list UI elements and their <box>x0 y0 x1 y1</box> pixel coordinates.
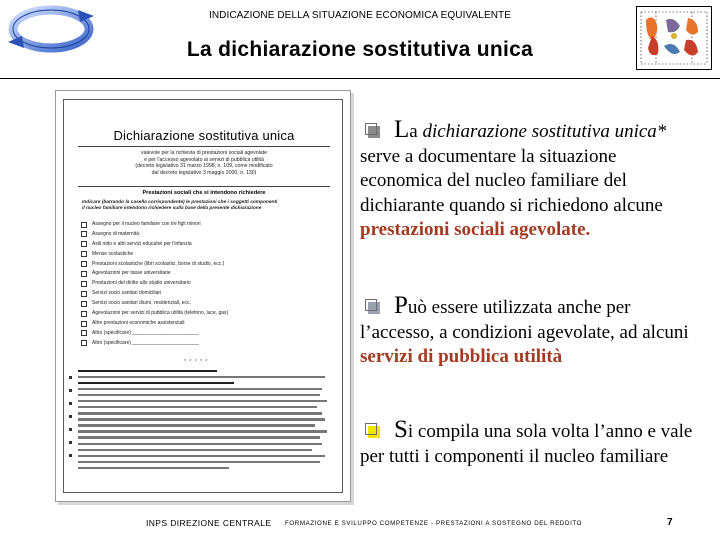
form-title: Dichiarazione sostitutiva unica <box>113 128 295 143</box>
bullet-text: uò essere utilizzata anche per l’accesso, a condizioni agevolate, ad alcuni <box>360 297 689 343</box>
bullet-text: serve a documentare la situazione economica del nucleo familiare del dichiarante quando si richiedono alcune <box>360 145 663 216</box>
form-checkbox-item <box>78 279 330 289</box>
bullet-item-access <box>360 294 700 370</box>
page-number: 7 <box>667 517 673 528</box>
bullet-square-icon <box>365 299 380 314</box>
header-divider <box>0 78 720 79</box>
checkbox-icon <box>81 261 87 267</box>
checkbox-icon <box>81 301 87 307</box>
margin-marker <box>69 415 72 418</box>
form-item-label: Asili nido e altri servizi educativi per l'infanzia <box>92 240 192 247</box>
fine-print-line <box>78 467 229 469</box>
form-item-label: Altre prestazioni economiche assistenziali <box>92 319 185 326</box>
checkbox-icon <box>81 321 87 327</box>
form-item-label: Altro (specificare) ________________________ <box>92 339 200 346</box>
bullet-item-declaration <box>360 118 700 243</box>
form-checkbox-item <box>78 269 330 279</box>
form-instructions-line: il nucleo familiare intendono richiedere sulla base della presente dichiarazione <box>82 205 262 211</box>
checkbox-icon <box>81 241 87 247</box>
bullet-italic-term: dichiarazione sostitutiva unica* <box>422 121 667 142</box>
form-checkbox-item <box>78 250 330 260</box>
bullet-highlight: servizi di pubblica utilità <box>360 346 563 367</box>
bullet-item-frequency <box>360 418 700 469</box>
form-item-label: Prestazioni scolastiche (libri scolastici, borse di studio, ecc.) <box>92 260 225 267</box>
checkbox-icon <box>81 330 87 336</box>
fine-print-line <box>78 382 234 384</box>
form-item-label: Servizi socio sanitari domiciliari <box>92 290 162 297</box>
form-item-label: Assegno di maternità <box>92 230 139 237</box>
form-item-label: Assegno per il nucleo familiare con tre figli minori <box>92 221 201 227</box>
form-item-label: Prestazioni del diritto allo studio universitario <box>92 280 191 287</box>
fine-print-line <box>78 455 325 457</box>
form-checkbox-item <box>78 289 330 299</box>
checkbox-icon <box>81 271 87 277</box>
fine-print-line <box>78 370 217 372</box>
fine-print-line <box>78 430 327 432</box>
form-subtitle <box>94 150 314 176</box>
form-subtitle-line: valevole per la richiesta di prestazioni sociali agevolate <box>140 150 267 156</box>
form-checkbox-item <box>78 299 330 309</box>
form-checkbox-item <box>78 309 330 319</box>
form-checkbox-item <box>78 339 330 349</box>
bullet-square-icon <box>365 423 380 438</box>
slide-title: La dichiarazione sostitutiva unica <box>186 38 534 61</box>
form-checkbox-list <box>78 220 330 349</box>
margin-marker <box>69 376 72 379</box>
fine-print-line <box>78 394 320 396</box>
header-subtitle: INDICAZIONE DELLA SITUAZIONE ECONOMICA EQUIVALENTE <box>208 10 512 21</box>
fine-print-line <box>78 412 322 414</box>
form-checkbox-item <box>78 319 330 329</box>
bullet-end: . <box>585 219 591 240</box>
bullet-text: i compila una sola volta l’anno e vale per tutti i componenti il nucleo familiare <box>360 421 693 467</box>
checkbox-icon <box>81 281 87 287</box>
bullet-text: a <box>409 121 423 142</box>
form-subtitle-line: e per l'accesso agevolato ai servizi di pubblica utilità <box>144 156 264 163</box>
form-section-divider <box>78 186 330 187</box>
form-instructions <box>82 200 326 212</box>
declaration-form-page <box>63 99 343 493</box>
form-subtitle-line: dal decreto legislativo 3 maggio 2000, n. 130) <box>151 169 257 176</box>
declaration-form-image <box>55 90 351 502</box>
form-checkbox-item <box>78 230 330 240</box>
margin-marker <box>69 402 72 405</box>
form-item-label: Agevolazioni per servizi di pubblica utilità (telefono, luce, gas) <box>92 310 229 317</box>
margin-marker <box>69 389 72 392</box>
checkbox-icon <box>81 231 87 237</box>
fine-print-line <box>78 461 320 463</box>
margin-marker <box>69 441 72 444</box>
fine-print-line <box>78 406 317 408</box>
fine-print-line <box>78 376 325 378</box>
footer-course: FORMAZIONE E SVILUPPO COMPETENZE - PRESTAZIONI A SOSTEGNO DEL REDDITO <box>285 520 583 527</box>
checkbox-icon <box>81 251 87 257</box>
bullet-square-icon <box>365 123 380 138</box>
form-title-divider <box>78 146 330 147</box>
bullet-lead-letter: L <box>394 116 410 143</box>
checkbox-icon <box>81 340 87 346</box>
form-item-label: Altro (specificare) ________________________ <box>92 329 200 336</box>
form-margin-markers <box>69 376 75 467</box>
fine-print-line <box>78 449 312 451</box>
form-stars: * * * * * <box>184 359 209 365</box>
form-item-label: Agevolazioni per tasse universitarie <box>92 270 171 277</box>
form-fine-print <box>78 370 330 473</box>
bullet-highlight: prestazioni sociali agevolate <box>360 219 586 240</box>
form-subtitle-line: (decreto legislativo 31 marzo 1998, n. 109, come modificato <box>135 163 273 170</box>
fine-print-line <box>78 443 322 445</box>
form-checkbox-item <box>78 329 330 339</box>
bullet-lead-letter: P <box>394 292 408 319</box>
checkbox-icon <box>81 311 87 317</box>
decorative-figures-logo-icon <box>636 6 712 70</box>
form-instructions-line: Indicare (barrando la casella corrispondente) le prestazioni che i soggetti componenti <box>82 200 278 205</box>
checkbox-icon <box>81 291 87 297</box>
margin-marker <box>69 428 72 431</box>
form-checkbox-item <box>78 220 330 230</box>
form-checkbox-item <box>78 260 330 270</box>
fine-print-line <box>78 388 322 390</box>
form-item-label: Mense scolastiche <box>92 250 134 257</box>
bullet-lead-letter: S <box>394 416 408 443</box>
footer-organization: INPS DIREZIONE CENTRALE <box>146 518 272 528</box>
form-item-label: Servizi socio sanitari diurni, residenziali, ecc. <box>92 300 191 307</box>
form-checkbox-item <box>78 240 330 250</box>
fine-print-line <box>78 418 325 420</box>
fine-print-line <box>78 436 320 438</box>
margin-marker <box>69 454 72 457</box>
form-section-title: Prestazioni sociali che si intendono richiedere <box>142 190 266 196</box>
fine-print-line <box>78 424 315 426</box>
fine-print-line <box>78 400 327 402</box>
checkbox-icon <box>81 222 87 228</box>
